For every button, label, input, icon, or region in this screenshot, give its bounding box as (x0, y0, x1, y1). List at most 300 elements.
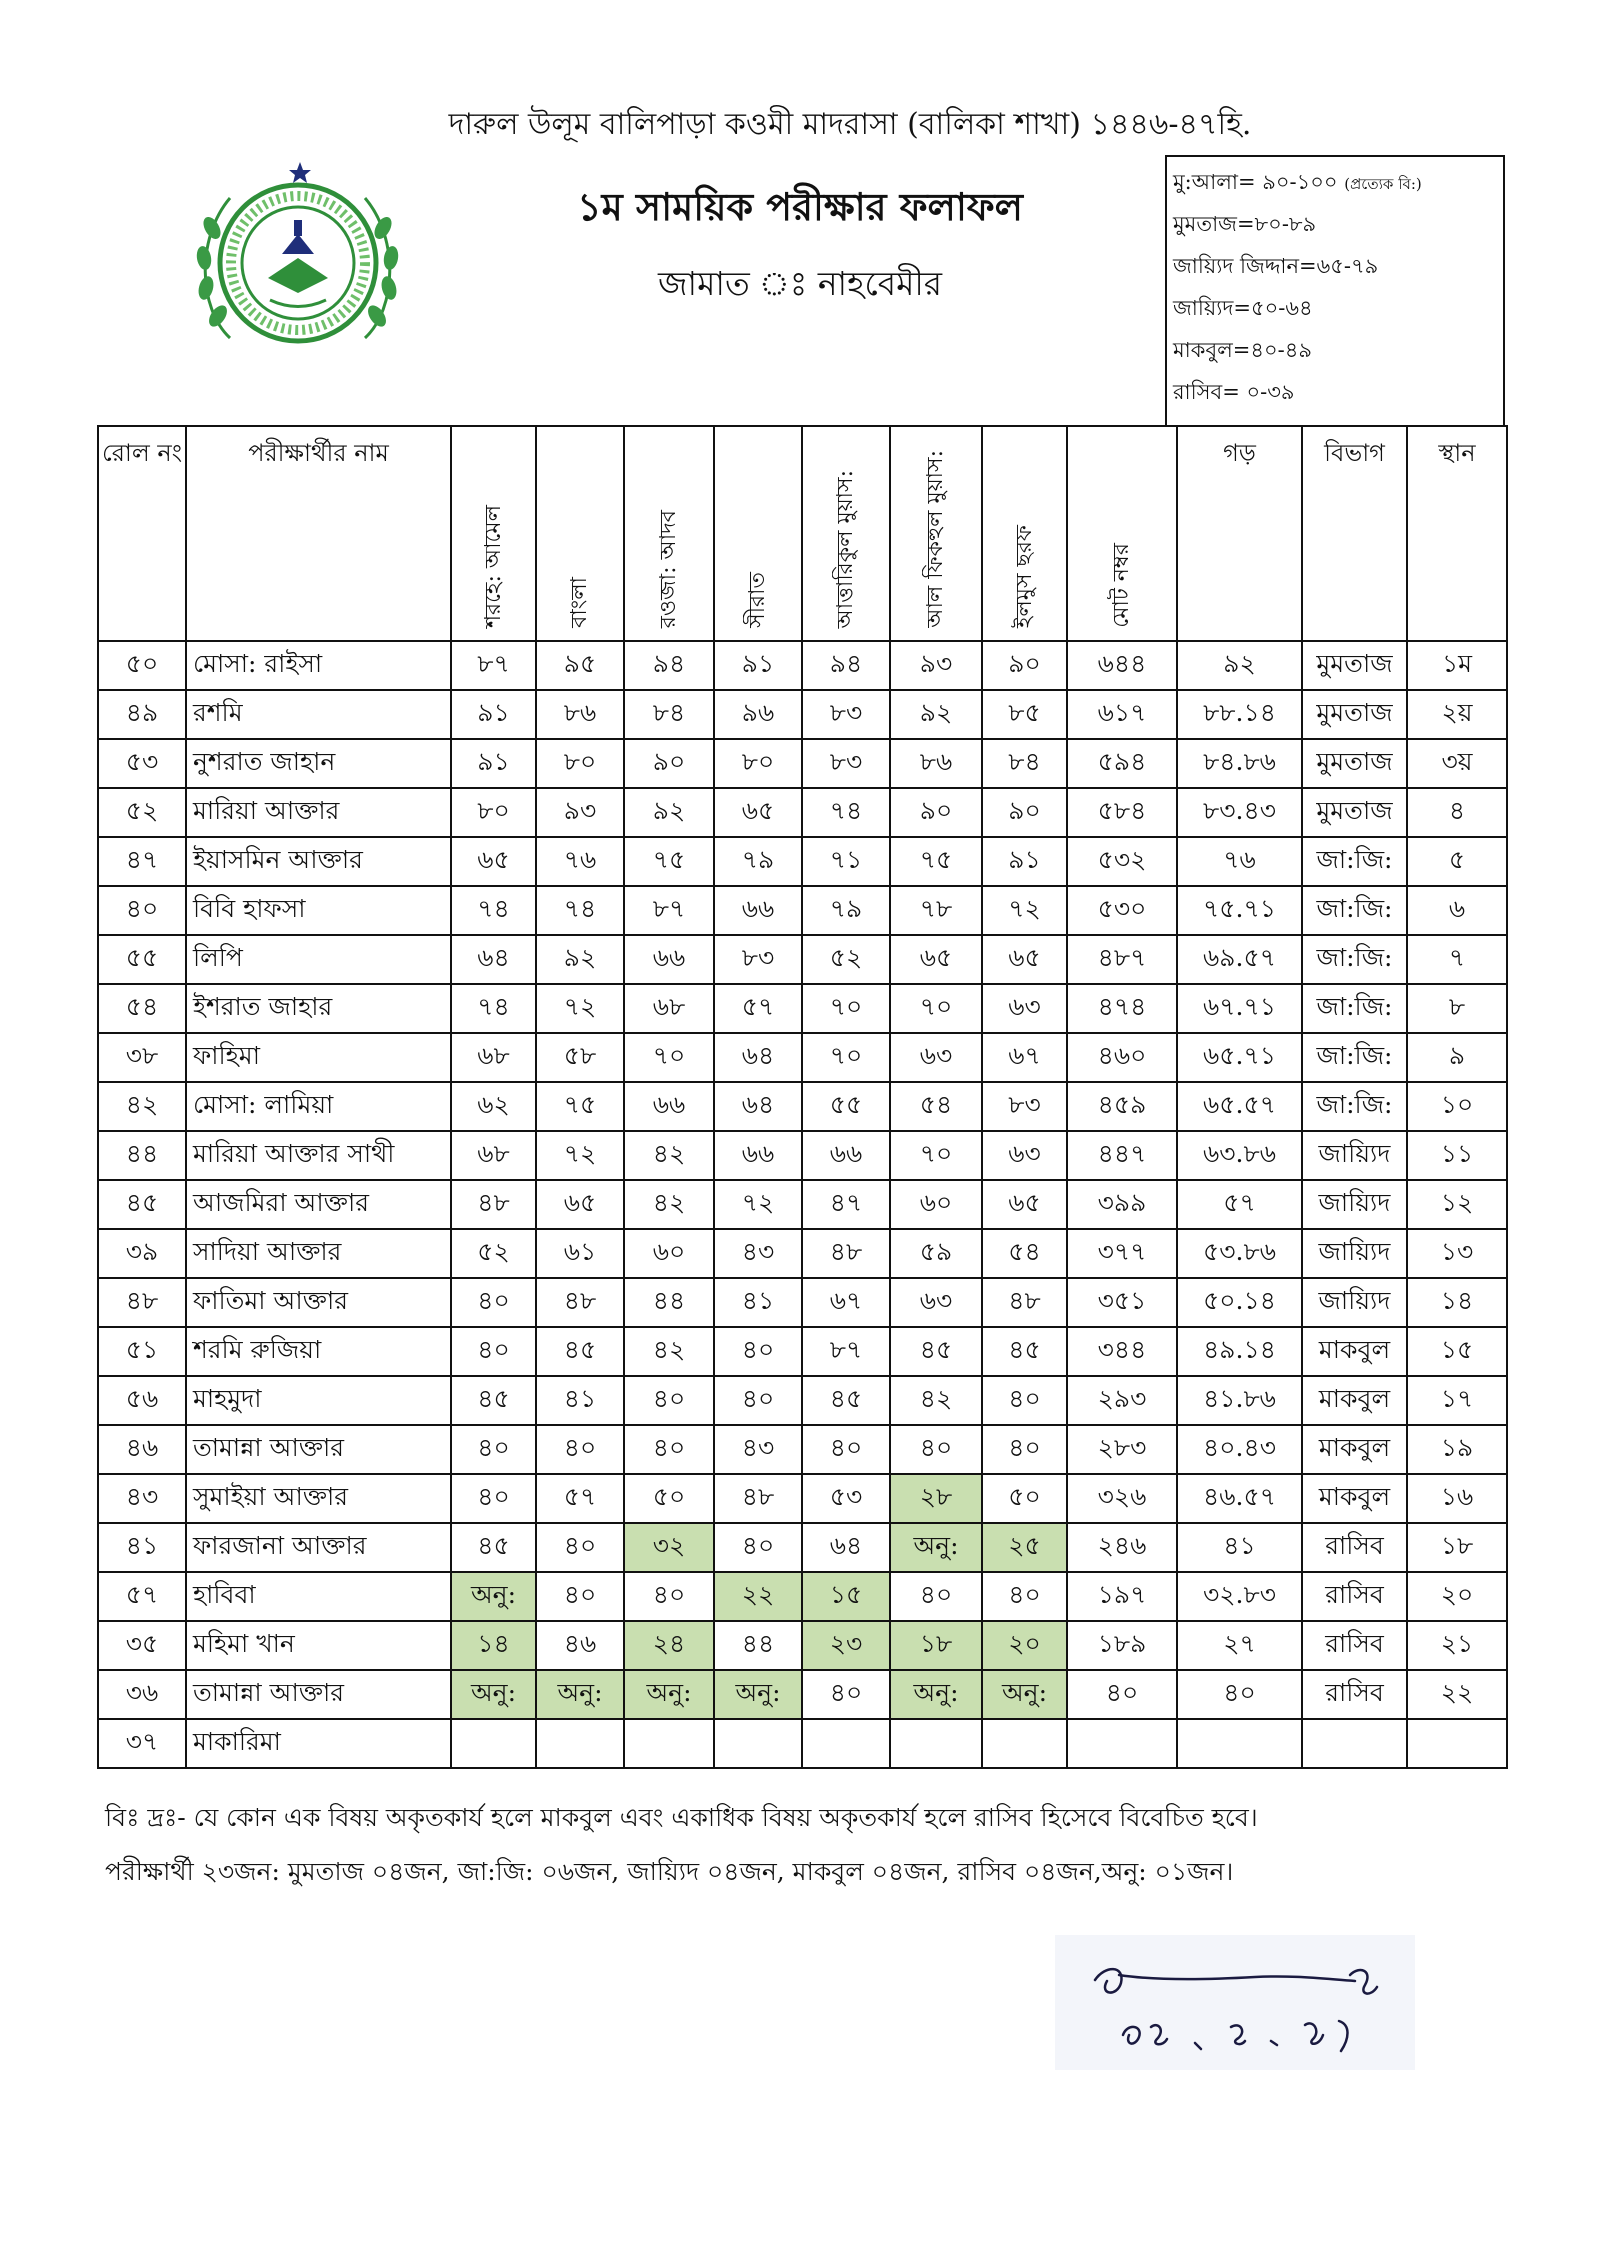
table-row (98, 837, 1507, 886)
cell-student-name: মহিমা খান (186, 1621, 451, 1670)
cell-total: ৫৩০ (1067, 886, 1177, 935)
table-row (98, 1425, 1507, 1474)
cell-mark: ৬৩ (982, 1131, 1067, 1180)
cell-mark: ৪৫ (536, 1327, 624, 1376)
cell-mark: ৪১ (536, 1376, 624, 1425)
cell-average: ৪০.৪৩ (1177, 1425, 1302, 1474)
cell-total: ৫৯৪ (1067, 739, 1177, 788)
cell-mark: ৪০ (451, 1425, 536, 1474)
cell-division: রাসিব (1302, 1621, 1407, 1670)
column-header-label: আত্তারিকুল মুয়াস: (833, 469, 858, 628)
cell-mark: অনু: (536, 1670, 624, 1719)
cell-roll: ৪৫ (98, 1180, 186, 1229)
cell-total: ৬৪৪ (1067, 641, 1177, 690)
cell-mark: ৬৪ (714, 1082, 802, 1131)
cell-total: ৪৭৪ (1067, 984, 1177, 1033)
cell-mark: ৭২ (536, 1131, 624, 1180)
cell-mark: ৯৩ (536, 788, 624, 837)
cell-mark: অনু: (890, 1670, 982, 1719)
cell-position: ৮ (1407, 984, 1507, 1033)
footer-note: বিঃ দ্রঃ- যে কোন এক বিষয় অকৃতকার্য হলে মাকবুল এবং একাধিক বিষয় অকৃতকার্য হলে রাসিব হিসেবে বিবেচিত হবে। (105, 1803, 1258, 1832)
cell-mark: ৭২ (982, 886, 1067, 935)
cell-mark: ৭২ (536, 984, 624, 1033)
cell-roll: ৫৬ (98, 1376, 186, 1425)
column-header-label: শরহে: আমেল (480, 504, 506, 628)
cell-average: ৬৯.৫৭ (1177, 935, 1302, 984)
cell-student-name: আজমিরা আক্তার (186, 1180, 451, 1229)
cell-mark (714, 1719, 802, 1768)
cell-position: ১২ (1407, 1180, 1507, 1229)
cell-average: ৫৩.৮৬ (1177, 1229, 1302, 1278)
cell-mark: ৪৫ (982, 1327, 1067, 1376)
column-header-division: বিভাগ (1302, 426, 1407, 641)
column-header-label: ইলমুস ছরফ (1011, 524, 1037, 628)
cell-roll: ৫০ (98, 641, 186, 690)
exam-title: ১ম সাময়িক পরীক্ষার ফলাফল (577, 184, 1023, 229)
cell-mark (982, 1719, 1067, 1768)
cell-mark: ৪২ (624, 1180, 714, 1229)
cell-mark: ২৪ (624, 1621, 714, 1670)
table-row (98, 1278, 1507, 1327)
cell-mark: ১৪ (451, 1621, 536, 1670)
cell-division: মাকবুল (1302, 1327, 1407, 1376)
cell-mark: ৬৮ (624, 984, 714, 1033)
cell-mark: ৪০ (536, 1523, 624, 1572)
grade-key-box (1165, 155, 1505, 425)
table-row (98, 1327, 1507, 1376)
cell-position: ৩য় (1407, 739, 1507, 788)
table-row (98, 1572, 1507, 1621)
cell-division (1302, 1719, 1407, 1768)
column-header-subject (890, 426, 982, 641)
cell-roll: ৪০ (98, 886, 186, 935)
cell-average: ৯২ (1177, 641, 1302, 690)
cell-mark: ৭০ (624, 1033, 714, 1082)
cell-student-name: হাবিবা (186, 1572, 451, 1621)
column-header-label: আল ফিকহুল মুয়াস: (923, 450, 948, 628)
table-row (98, 1229, 1507, 1278)
cell-roll: ৫৩ (98, 739, 186, 788)
cell-mark: ৭৫ (536, 1082, 624, 1131)
cell-mark: ৮৩ (982, 1082, 1067, 1131)
cell-mark: ৮০ (536, 739, 624, 788)
cell-mark: ৪৮ (536, 1278, 624, 1327)
cell-position: ৯ (1407, 1033, 1507, 1082)
cell-average: ৬৫.৫৭ (1177, 1082, 1302, 1131)
cell-mark: ৪০ (536, 1572, 624, 1621)
cell-mark: ২৫ (982, 1523, 1067, 1572)
cell-position: ৭ (1407, 935, 1507, 984)
cell-average: ৭৬ (1177, 837, 1302, 886)
cell-mark: ৫৫ (802, 1082, 890, 1131)
cell-mark: ৫৩ (802, 1474, 890, 1523)
cell-mark: ৭১ (802, 837, 890, 886)
cell-student-name: শরমি রুজিয়া (186, 1327, 451, 1376)
cell-mark: ৯১ (982, 837, 1067, 886)
column-header-roll: রোল নং (98, 426, 186, 641)
cell-mark: ৫৭ (714, 984, 802, 1033)
cell-student-name: মাহমুদা (186, 1376, 451, 1425)
cell-mark: ৪১ (714, 1278, 802, 1327)
cell-mark: ৫২ (451, 1229, 536, 1278)
cell-mark: ৯২ (624, 788, 714, 837)
cell-mark: ৮৫ (982, 690, 1067, 739)
cell-average: ৭৫.৭১ (1177, 886, 1302, 935)
cell-mark: ৫০ (624, 1474, 714, 1523)
column-header-subject (982, 426, 1067, 641)
cell-mark: ৮৩ (802, 739, 890, 788)
cell-position: ১১ (1407, 1131, 1507, 1180)
cell-division: রাসিব (1302, 1670, 1407, 1719)
cell-mark: ৯০ (890, 788, 982, 837)
column-header-average: গড় (1177, 426, 1302, 641)
cell-roll: ৪৩ (98, 1474, 186, 1523)
cell-total: ৩৯৯ (1067, 1180, 1177, 1229)
table-row (98, 1131, 1507, 1180)
cell-division: জা:জি: (1302, 935, 1407, 984)
cell-average: ২৭ (1177, 1621, 1302, 1670)
table-row (98, 1033, 1507, 1082)
cell-average: ৪১.৮৬ (1177, 1376, 1302, 1425)
cell-student-name: ফারজানা আক্তার (186, 1523, 451, 1572)
cell-student-name: রশমি (186, 690, 451, 739)
cell-average: ৫৭ (1177, 1180, 1302, 1229)
cell-mark: ৮০ (714, 739, 802, 788)
cell-mark: ৪০ (802, 1670, 890, 1719)
cell-division: মুমতাজ (1302, 641, 1407, 690)
cell-average: ৬৩.৮৬ (1177, 1131, 1302, 1180)
cell-mark: ৪০ (624, 1376, 714, 1425)
cell-total: ১৮৯ (1067, 1621, 1177, 1670)
cell-mark: ৪৫ (451, 1376, 536, 1425)
cell-position: ১৪ (1407, 1278, 1507, 1327)
result-table-body (98, 641, 1507, 1768)
cell-mark (802, 1719, 890, 1768)
cell-mark: ৯০ (624, 739, 714, 788)
cell-average: ৬৫.৭১ (1177, 1033, 1302, 1082)
table-row (98, 984, 1507, 1033)
cell-division: মাকবুল (1302, 1474, 1407, 1523)
cell-average: ৬৭.৭১ (1177, 984, 1302, 1033)
cell-mark: ৪৫ (802, 1376, 890, 1425)
cell-student-name: ফাতিমা আক্তার (186, 1278, 451, 1327)
cell-position (1407, 1719, 1507, 1768)
cell-mark: ৮০ (451, 788, 536, 837)
cell-mark: ৪০ (982, 1376, 1067, 1425)
cell-roll: ৫৪ (98, 984, 186, 1033)
cell-position: ১৫ (1407, 1327, 1507, 1376)
cell-position: ১৩ (1407, 1229, 1507, 1278)
cell-roll: ৩৬ (98, 1670, 186, 1719)
table-row (98, 1474, 1507, 1523)
cell-roll: ৪৬ (98, 1425, 186, 1474)
cell-mark: ৪০ (451, 1327, 536, 1376)
table-row (98, 1082, 1507, 1131)
table-row (98, 641, 1507, 690)
cell-mark: ৬০ (890, 1180, 982, 1229)
cell-position: ২০ (1407, 1572, 1507, 1621)
cell-mark: ৪০ (624, 1425, 714, 1474)
cell-mark: ৭০ (802, 1033, 890, 1082)
cell-roll: ৩৫ (98, 1621, 186, 1670)
cell-division: মুমতাজ (1302, 690, 1407, 739)
cell-mark: ৯০ (982, 788, 1067, 837)
cell-mark: ৭৪ (802, 788, 890, 837)
cell-student-name: মোসা: লামিয়া (186, 1082, 451, 1131)
cell-average: ৮৩.৪৩ (1177, 788, 1302, 837)
cell-student-name: তামান্না আক্তার (186, 1670, 451, 1719)
cell-mark: ৭০ (890, 1131, 982, 1180)
cell-mark: ৪০ (890, 1425, 982, 1474)
cell-mark: ৫৮ (536, 1033, 624, 1082)
cell-mark: ৫৯ (890, 1229, 982, 1278)
column-header-label: বাংলা (567, 577, 592, 628)
cell-total: ৫৩২ (1067, 837, 1177, 886)
table-row (98, 1621, 1507, 1670)
cell-mark: ৮৩ (802, 690, 890, 739)
cell-position: ১০ (1407, 1082, 1507, 1131)
table-row (98, 690, 1507, 739)
cell-mark: ৬৮ (451, 1131, 536, 1180)
cell-mark: ৯২ (890, 690, 982, 739)
cell-mark: ৯১ (451, 690, 536, 739)
cell-mark: ৬৩ (982, 984, 1067, 1033)
cell-division: রাসিব (1302, 1523, 1407, 1572)
cell-student-name: সুমাইয়া আক্তার (186, 1474, 451, 1523)
cell-mark: ৪০ (451, 1278, 536, 1327)
cell-mark: ৪০ (714, 1327, 802, 1376)
cell-mark: ৪২ (624, 1327, 714, 1376)
cell-mark: ৯২ (536, 935, 624, 984)
table-header-row (98, 426, 1507, 641)
cell-division: মাকবুল (1302, 1376, 1407, 1425)
cell-mark: ২০ (982, 1621, 1067, 1670)
cell-mark: ৬০ (624, 1229, 714, 1278)
cell-mark: ৬২ (451, 1082, 536, 1131)
cell-roll: ৫৫ (98, 935, 186, 984)
grade-key-line: জায়্যিদ=৫০-৬৪ (1173, 296, 1313, 320)
table-row (98, 1719, 1507, 1768)
cell-mark: ৪৫ (890, 1327, 982, 1376)
grade-key-line-text: মু:আলা= ৯০-১০০ (1173, 170, 1338, 194)
cell-mark: ৯১ (451, 739, 536, 788)
svg-text:২৫. ২. ৪৭: ২৫. ২. ৪৭ (1325, 2054, 1380, 2068)
cell-position: ১৮ (1407, 1523, 1507, 1572)
cell-mark: অনু: (451, 1572, 536, 1621)
cell-mark: অনু: (982, 1670, 1067, 1719)
cell-student-name: মাকারিমা (186, 1719, 451, 1768)
cell-roll: ৪৭ (98, 837, 186, 886)
cell-position: ১৯ (1407, 1425, 1507, 1474)
column-header-label: মোট নম্বর (1109, 543, 1134, 628)
cell-average: ৩২.৮৩ (1177, 1572, 1302, 1621)
cell-mark: ৭২ (714, 1180, 802, 1229)
cell-division: মুমতাজ (1302, 788, 1407, 837)
cell-student-name: ফাহিমা (186, 1033, 451, 1082)
cell-average: ৮৪.৮৬ (1177, 739, 1302, 788)
cell-mark: ৬৮ (451, 1033, 536, 1082)
cell-position: ১ম (1407, 641, 1507, 690)
cell-mark: ৪০ (536, 1425, 624, 1474)
cell-mark: ৬৫ (982, 1180, 1067, 1229)
cell-total: ৩৪৪ (1067, 1327, 1177, 1376)
column-header-subject (451, 426, 536, 641)
cell-mark: ৭৬ (536, 837, 624, 886)
cell-mark: ৯৫ (536, 641, 624, 690)
cell-division: রাসিব (1302, 1572, 1407, 1621)
grade-key-line: মুমতাজ=৮০-৮৯ (1173, 212, 1317, 236)
cell-mark: ৮৪ (982, 739, 1067, 788)
cell-mark: ২৮ (890, 1474, 982, 1523)
cell-mark: ৪৪ (714, 1621, 802, 1670)
column-header-total (1067, 426, 1177, 641)
cell-total: ১৯৭ (1067, 1572, 1177, 1621)
cell-position: ৬ (1407, 886, 1507, 935)
cell-mark: ৬৫ (982, 935, 1067, 984)
cell-roll: ৩৮ (98, 1033, 186, 1082)
cell-mark: ৪৬ (536, 1621, 624, 1670)
cell-mark: ৪০ (802, 1425, 890, 1474)
cell-mark: ৭৫ (890, 837, 982, 886)
cell-mark: ৬৬ (624, 1082, 714, 1131)
cell-student-name: মোসা: রাইসা (186, 641, 451, 690)
cell-mark: ৬৬ (802, 1131, 890, 1180)
cell-roll: ৪১ (98, 1523, 186, 1572)
cell-mark: ৮৬ (890, 739, 982, 788)
handwritten-signature (1055, 1935, 1415, 2070)
cell-mark: অনু: (624, 1670, 714, 1719)
cell-total: ৪৪৭ (1067, 1131, 1177, 1180)
cell-mark: ৪৭ (802, 1180, 890, 1229)
cell-total: ৪৫৯ (1067, 1082, 1177, 1131)
cell-student-name: বিবি হাফসা (186, 886, 451, 935)
cell-mark: ৮৭ (451, 641, 536, 690)
cell-mark: ৪০ (451, 1474, 536, 1523)
cell-division: মাকবুল (1302, 1425, 1407, 1474)
cell-mark: ৮৬ (536, 690, 624, 739)
cell-mark: ৬৫ (890, 935, 982, 984)
column-header-subject (714, 426, 802, 641)
cell-mark: ৫০ (982, 1474, 1067, 1523)
column-header-subject (624, 426, 714, 641)
column-header-subject (536, 426, 624, 641)
cell-mark: ৬১ (536, 1229, 624, 1278)
cell-mark: ৬৭ (802, 1278, 890, 1327)
table-row (98, 935, 1507, 984)
table-row (98, 1180, 1507, 1229)
cell-total (1067, 1719, 1177, 1768)
cell-mark (536, 1719, 624, 1768)
cell-total: ২৪৬ (1067, 1523, 1177, 1572)
cell-mark: ৭৪ (536, 886, 624, 935)
cell-mark: ৯৪ (624, 641, 714, 690)
cell-mark: অনু: (890, 1523, 982, 1572)
cell-roll: ৪৮ (98, 1278, 186, 1327)
cell-average: ৪০ (1177, 1670, 1302, 1719)
column-header-subject (802, 426, 890, 641)
cell-average: ৪৬.৫৭ (1177, 1474, 1302, 1523)
cell-student-name: লিপি (186, 935, 451, 984)
cell-division: জা:জি: (1302, 984, 1407, 1033)
cell-mark: ৭৫ (624, 837, 714, 886)
cell-total: ২৯৩ (1067, 1376, 1177, 1425)
cell-roll: ৪৪ (98, 1131, 186, 1180)
cell-mark: ৪০ (714, 1523, 802, 1572)
cell-mark: ২৩ (802, 1621, 890, 1670)
cell-position: ৫ (1407, 837, 1507, 886)
cell-mark: ৮৩ (714, 935, 802, 984)
cell-mark: ৬৪ (714, 1033, 802, 1082)
cell-average (1177, 1719, 1302, 1768)
cell-mark: ৮৪ (624, 690, 714, 739)
cell-mark: ৯১ (714, 641, 802, 690)
cell-mark: ৪০ (890, 1572, 982, 1621)
cell-position: ৪ (1407, 788, 1507, 837)
cell-mark: ৪৫ (451, 1523, 536, 1572)
cell-roll: ৩৭ (98, 1719, 186, 1768)
cell-mark (890, 1719, 982, 1768)
cell-mark: ৬৪ (451, 935, 536, 984)
cell-mark: ৭৮ (890, 886, 982, 935)
cell-mark: ৬৪ (802, 1523, 890, 1572)
grade-key-line: জায়্যিদ জিদ্দান=৬৫-৭৯ (1173, 254, 1379, 278)
cell-mark: অনু: (451, 1670, 536, 1719)
cell-mark: ৬৩ (890, 1033, 982, 1082)
madrasa-seal-logo (190, 158, 405, 360)
cell-total: ৪৮৭ (1067, 935, 1177, 984)
cell-division: জায়্যিদ (1302, 1278, 1407, 1327)
cell-total: ৪৬০ (1067, 1033, 1177, 1082)
cell-roll: ৪২ (98, 1082, 186, 1131)
column-header-position: স্থান (1407, 426, 1507, 641)
cell-mark: ৫২ (802, 935, 890, 984)
cell-roll: ৫২ (98, 788, 186, 837)
cell-total: ৩৭৭ (1067, 1229, 1177, 1278)
cell-position: ১৬ (1407, 1474, 1507, 1523)
cell-position: ২য় (1407, 690, 1507, 739)
cell-total: ৩২৬ (1067, 1474, 1177, 1523)
cell-position: ২২ (1407, 1670, 1507, 1719)
class-name: জামাত ঃ নাহবেমীর (657, 264, 943, 303)
grade-key-line (1173, 165, 1503, 207)
cell-mark: ৩২ (624, 1523, 714, 1572)
cell-division: জায়্যিদ (1302, 1131, 1407, 1180)
cell-student-name: নুশরাত জাহান (186, 739, 451, 788)
cell-mark: ১৫ (802, 1572, 890, 1621)
cell-mark: ৯৩ (890, 641, 982, 690)
cell-total: ২৮৩ (1067, 1425, 1177, 1474)
cell-mark: ৪৮ (982, 1278, 1067, 1327)
cell-mark: ৬৫ (536, 1180, 624, 1229)
cell-mark: ৪৮ (451, 1180, 536, 1229)
cell-mark: ৪৪ (624, 1278, 714, 1327)
grade-key-line: রাসিব= ০-৩৯ (1173, 380, 1295, 404)
cell-mark: ৭৪ (451, 984, 536, 1033)
cell-mark: ৯৬ (714, 690, 802, 739)
cell-roll: ৪৯ (98, 690, 186, 739)
cell-mark: ২২ (714, 1572, 802, 1621)
cell-average: ৪৯.১৪ (1177, 1327, 1302, 1376)
cell-average: ৮৮.১৪ (1177, 690, 1302, 739)
cell-division: জায়্যিদ (1302, 1180, 1407, 1229)
cell-average: ৫০.১৪ (1177, 1278, 1302, 1327)
cell-division: মুমতাজ (1302, 739, 1407, 788)
cell-mark: ৪২ (890, 1376, 982, 1425)
cell-student-name: তামান্না আক্তার (186, 1425, 451, 1474)
cell-average: ৪১ (1177, 1523, 1302, 1572)
cell-mark: অনু: (714, 1670, 802, 1719)
cell-division: জা:জি: (1302, 1082, 1407, 1131)
